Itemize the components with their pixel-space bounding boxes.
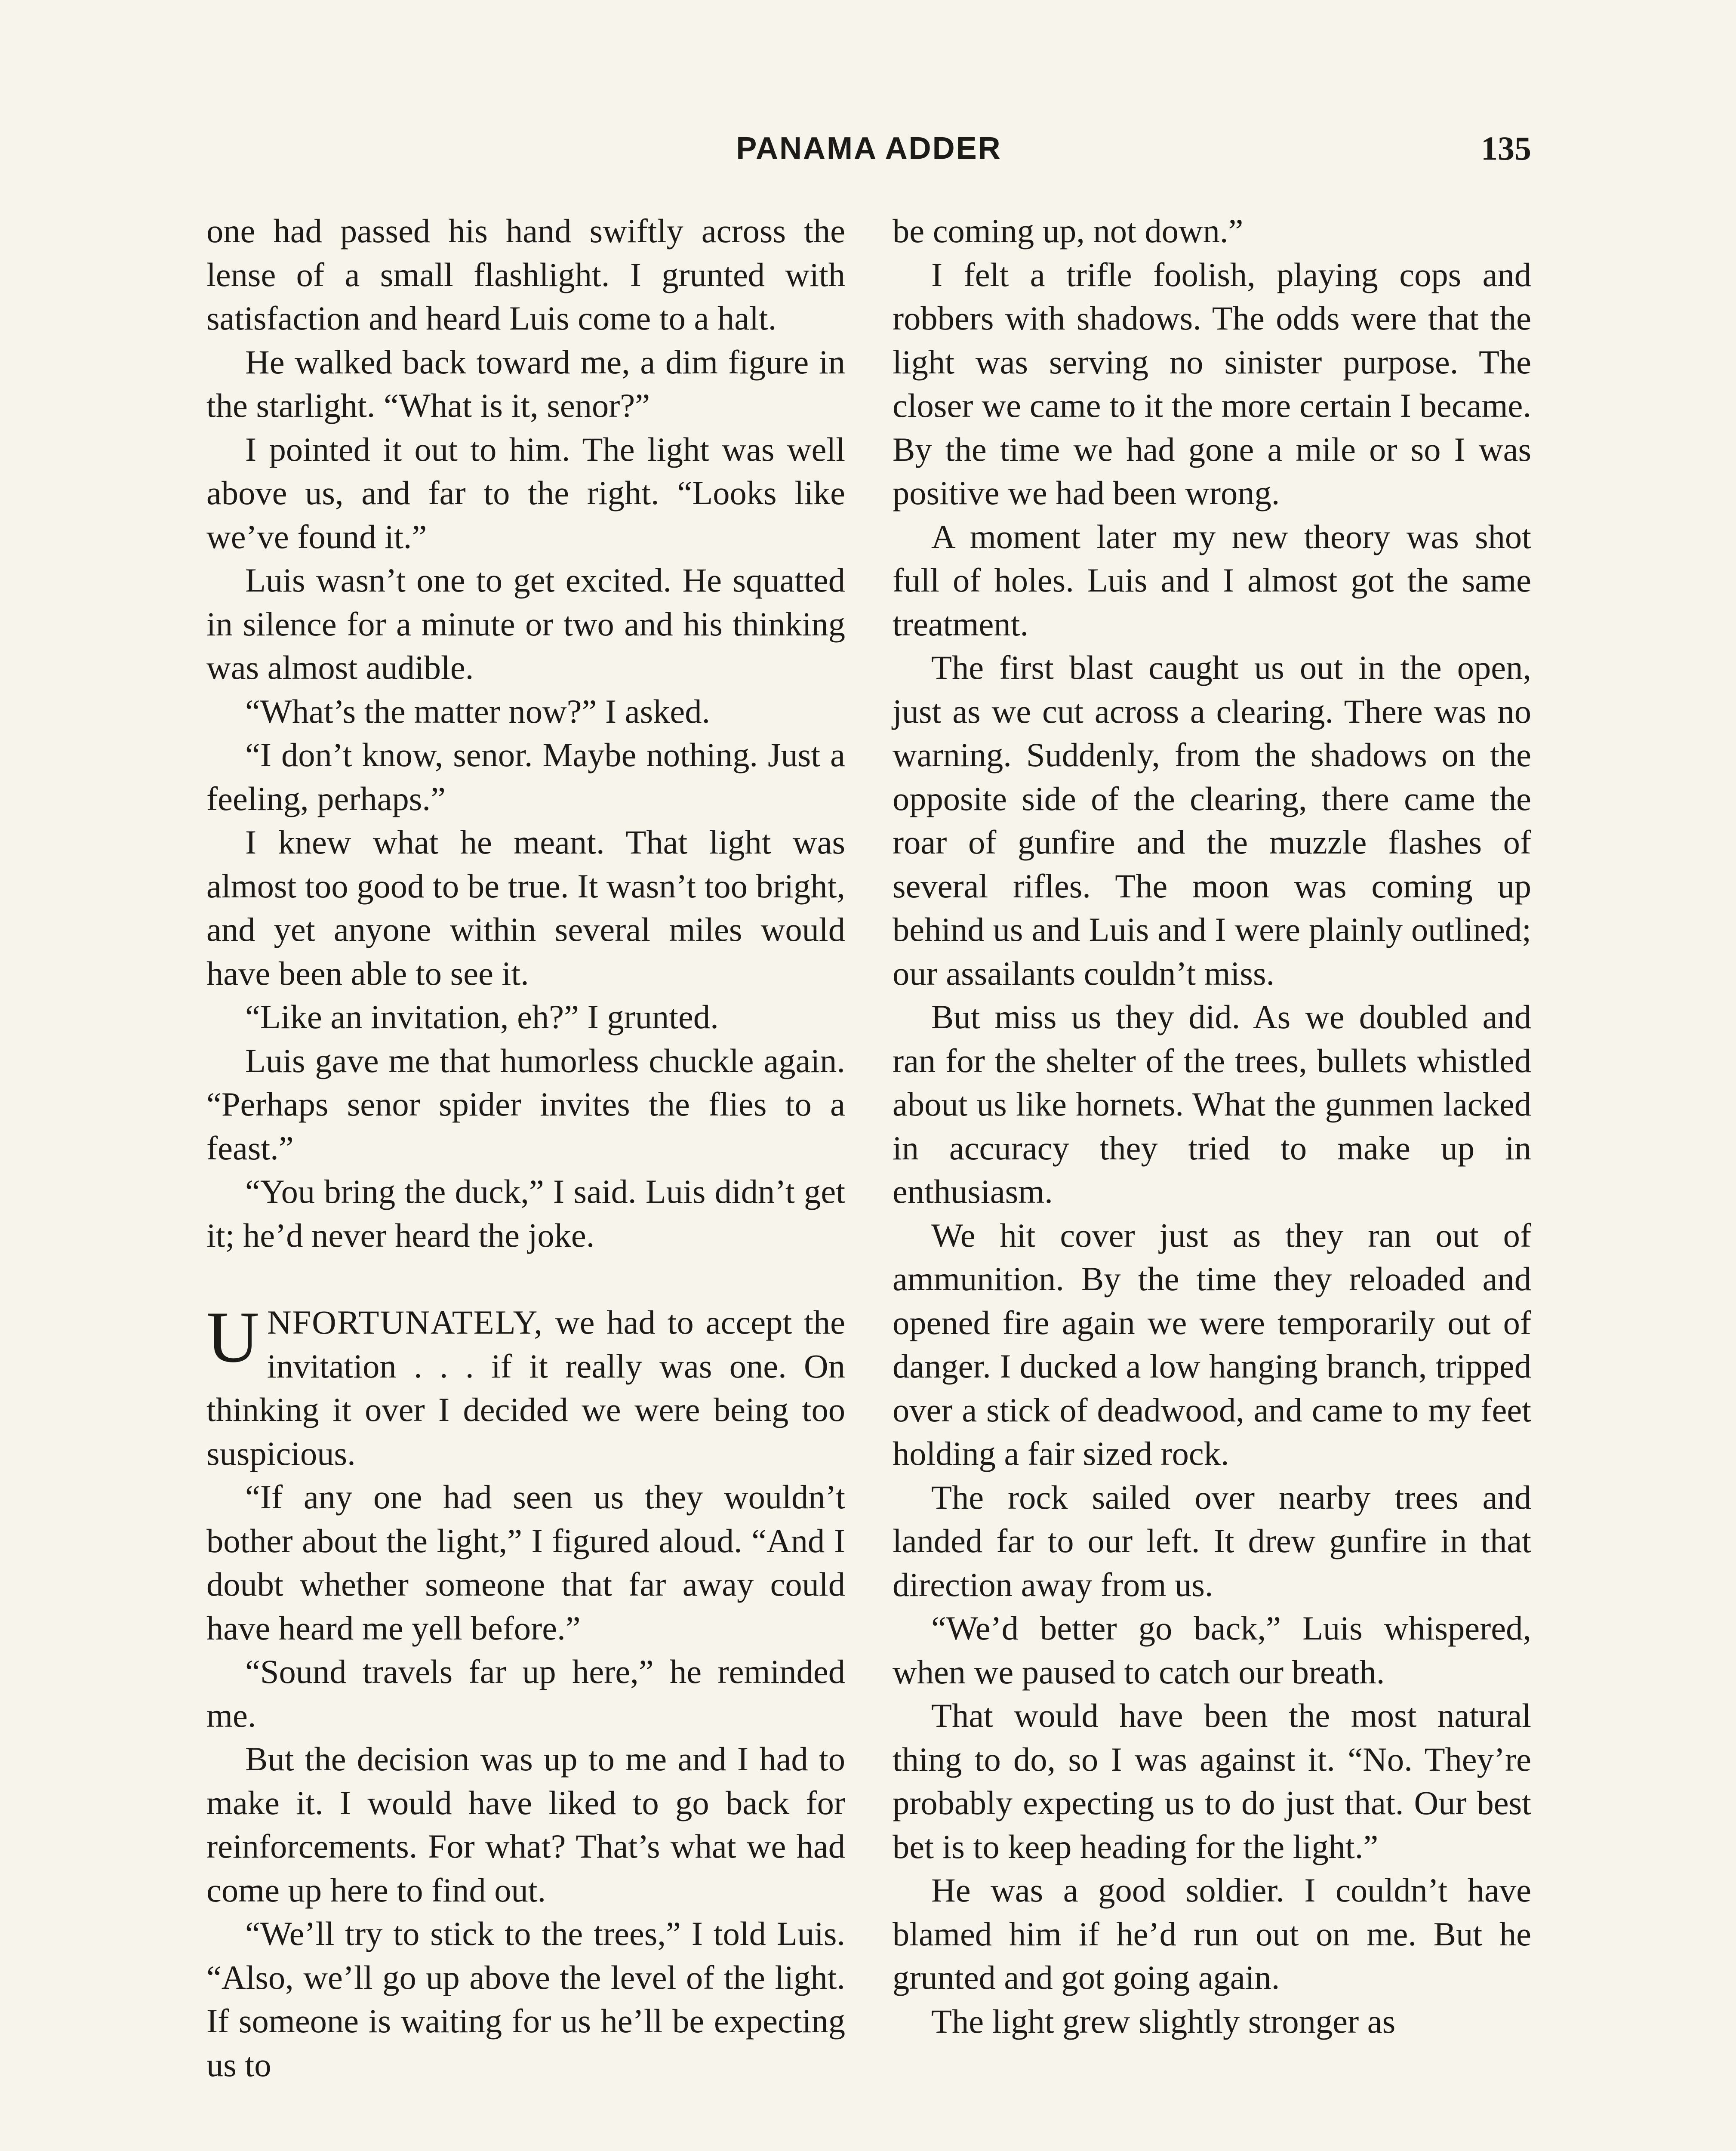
paragraph: The light grew slightly stronger as	[931, 2002, 1396, 2040]
paragraph: “We’d better go back,” Luis whispered, when we paused to catch our breath.	[893, 1609, 1531, 1691]
paragraph: Luis wasn’t one to get excited. He squatted in silence for a minute or two and his thinking was almost audible.	[206, 561, 845, 686]
paragraph: He walked back toward me, a dim figure in the starlight. “What is it, senor?”	[206, 343, 845, 424]
paragraph: But miss us they did. As we doubled and ran for the shelter of the trees, bullets whistled about us like hornets. What the gunmen lacked in accuracy they tried to make up in enthusiasm.	[893, 998, 1531, 1210]
paragraph: The rock sailed over nearby trees and landed far to our left. It drew gunfire in that direction away from us.	[893, 1478, 1531, 1603]
paragraph: We hit cover just as they ran out of ammunition. By the time they reloaded and opened fire again we were temporarily out of danger. I ducked a low hanging branch, tripped over a stick of deadwood, and came to my feet holding a fair sized rock.	[893, 1216, 1531, 1472]
paragraph: be coming up, not down.”	[893, 212, 1244, 250]
paragraph: I pointed it out to him. The light was well above us, and far to the right. “Looks like we’ve found it.”	[206, 430, 845, 555]
paragraph: Luis gave me that humorless chuckle again. “Perhaps senor spider invites the flies to a feast.”	[206, 1042, 845, 1167]
paragraph: He was a good soldier. I couldn’t have blamed him if he’d run out on me. But he grunted and got going again.	[893, 1871, 1531, 1996]
paragraph: “Sound travels far up here,” he reminded me.	[206, 1653, 845, 1734]
paragraph: That would have been the most natural thing to do, so I was against it. “No. They’re probably expecting us to do just that. Our best bet is to keep heading for the light.”	[893, 1697, 1531, 1865]
paragraph: one had passed his hand swiftly across the lense of a small flashlight. I grunted with satisfaction and heard Luis come to a halt.	[206, 212, 845, 337]
page-number: 135	[1481, 129, 1531, 167]
right-column	[893, 209, 1531, 2043]
drop-cap: U	[206, 1297, 259, 1378]
paragraph: The first blast caught us out in the open, just as we cut across a clearing. There was no warning. Suddenly, from the shadows on the opposite side of the clearing, there came the roar of gunfire and the muzzle flashes of several rifles. The moon was coming up behind us and Luis and I were plainly outlined; our assailants couldn’t miss.	[893, 649, 1531, 992]
section-lead-word: NFORTUNATELY,	[267, 1304, 543, 1341]
paragraph: I knew what he meant. That light was almost too good to be true. It wasn’t too bright, and yet anyone within several miles would have been able to see it.	[206, 823, 845, 992]
left-column	[206, 209, 845, 2086]
paragraph: “I don’t know, senor. Maybe nothing. Just a feeling, perhaps.”	[206, 736, 845, 817]
paragraph: But the decision was up to me and I had to make it. I would have liked to go back for reinforcements. For what? That’s what we had come up here to find out.	[206, 1740, 845, 1909]
paragraph: “What’s the matter now?” I asked.	[245, 692, 711, 730]
paragraph: “You bring the duck,” I said. Luis didn’t get it; he’d never heard the joke.	[206, 1173, 845, 1254]
section-lead-text: we had to accept the invitation . . . if it really was one. On thinking it over I decided we were being too suspicious.	[206, 1304, 845, 1472]
paragraph: “We’ll try to stick to the trees,” I told Luis. “Also, we’ll go up above the level of the light. If someone is waiting for us he’ll be expecting us to	[206, 1915, 845, 2083]
running-title: PANAMA ADDER	[736, 131, 1002, 166]
running-head	[206, 127, 1531, 174]
paragraph: A moment later my new theory was shot full of holes. Luis and I almost got the same treatment.	[893, 518, 1531, 643]
paragraph: “Like an invitation, eh?” I grunted.	[245, 998, 719, 1035]
section-opening-paragraph	[206, 1297, 845, 1475]
paragraph: I felt a trifle foolish, playing cops and robbers with shadows. The odds were that the light was serving no sinister purpose. The closer we came to it the more certain I became. By the time we had gone a mile or so I was positive we had been wrong.	[893, 256, 1531, 512]
paragraph: “If any one had seen us they wouldn’t bother about the light,” I figured aloud. “And I doubt whether someone that far away could have heard me yell before.”	[206, 1478, 845, 1647]
